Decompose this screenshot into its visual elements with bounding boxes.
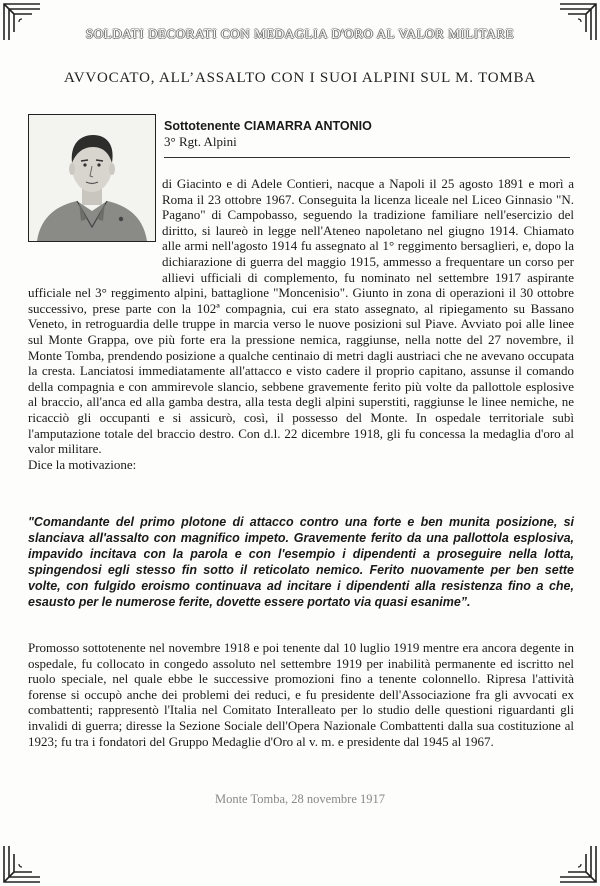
motivation-quote: "Comandante del primo plotone di attacco contro una forte e ben munita posizione, si slanciava all'assalto con magnifico impeto. Gravemente ferito da una pallottola esplosiva, impavido incitava con la parola e con l'esempio i dipendenti a proseguire nella lotta, spingendosi egli stesso fin sotto il reticolato nemico. Ferito nuovamente per ben sette volte, con fulgido eroismo continuava ad incitare i dipendenti alla resistenza fino a che, esausto per le numerose ferite, dovette essere portato via quasi esanime”. [28,515,574,609]
person-rank: Sottotenente [164,119,241,133]
page-subtitle: AVVOCATO, ALL’ASSALTO CON I SUOI ALPINI SUL M. TOMBA [64,70,536,86]
heading-divider [164,157,570,158]
person-name: CIAMARRA ANTONIO [243,119,372,133]
corner-ornament-bottom-right [558,844,598,884]
biography-paragraph-1: di Giacinto e di Adele Contieri, nacque a Napoli il 25 agosto 1891 e morì a Roma il 23 ottobre 1967. Conseguita la licenza liceale nel Liceo Ginnasio "N. Pagano" di Campobasso, seguendo la tradizione familiare nell'esercizio del diritto, si laureò in legge nell'Ateneo napoletano nel giugno 1914. Chiamato alle armi nell'agosto 1914 fu assegnato al 1° reggimento bersaglieri, e, dopo la dichiarazione di guerra del maggio 1915, ammesso a frequentare un corso per allievi ufficiali di complemento, fu nominato nel settembre 1917 aspirante ufficiale nel 3° reggimento alpini, battaglione "Moncenisio". Giunto in zona di operazioni il 30 ottobre successivo, prese parte con la 102ª compagnia, cui era stato assegnato, al ripiegamento su Bassano Veneto, in retroguardia delle truppe in marcia verso le nuove posizioni sul Piave. Avviato poi alle linee sul Monte Grappa, ove più forte era la pressione nemica, raggiunse, nella notte del 27 novembre, il Monte Tomba, prendendo posizione a qualche centinaio di metri dagli austriaci che ne avevano occupata la cresta. Lanciatosi immediatamente all'attacco e visto cadere il proprio capitano, assunse il comando della compagnia e con ammirevole slancio, sebbene gravemente ferito più volte da pallottole esplosive al braccio, all'anca ed alla gamba destra, alla testa degli alpini superstiti, raggiunse le linee nemiche, ne ricacciò gli occupanti e si assicurò, così, il possesso del Monte. In ospedale territoriale subì l'amputazione totale del braccio destro. Con d.l. 22 dicembre 1918, gli fu concessa la medaglia d'oro al valor militare. [28,176,574,457]
corner-ornament-bottom-left [2,844,42,884]
biography-text [28,176,574,472]
corner-ornament-top-left [2,2,42,42]
person-unit: 3° Rgt. Alpini [164,134,237,149]
biography-paragraph-2: Promosso sottotenente nel novembre 1918 e poi tenente dal 10 luglio 1919 mentre era ancora degente in ospedale, fu collocato in congedo assoluto nel settembre 1919 per inabilità permanente ed iscritto nel ruolo speciale, nel quale ebbe le successive promozioni fino a tenente colonnello. Ripresa l'attività forense si occupò anche dei problemi dei reduci, e fu presidente dell'Associazione fra gli avvocati ex combattenti; rappresentò l'Italia nel Comitato Interalleato per lo studio delle questioni riguardanti gli invalidi di guerra; diresse la Sezione Sociale dell'Opera Nazionale Combattenti dalla sua costituzione al 1923; fu tra i fondatori del Gruppo Medaglie d'Oro al v. m. e presidente dal 1945 al 1967. [28,640,574,749]
series-title: SOLDATI DECORATI CON MEDAGLIA D'ORO AL VALOR MILITARE [85,26,515,41]
portrait-spacer [28,176,162,272]
person-heading [164,118,372,150]
place-date: Monte Tomba, 28 novembre 1917 [214,792,386,806]
corner-ornament-top-right [558,2,598,42]
motivation-intro: Dice la motivazione: [28,456,137,472]
